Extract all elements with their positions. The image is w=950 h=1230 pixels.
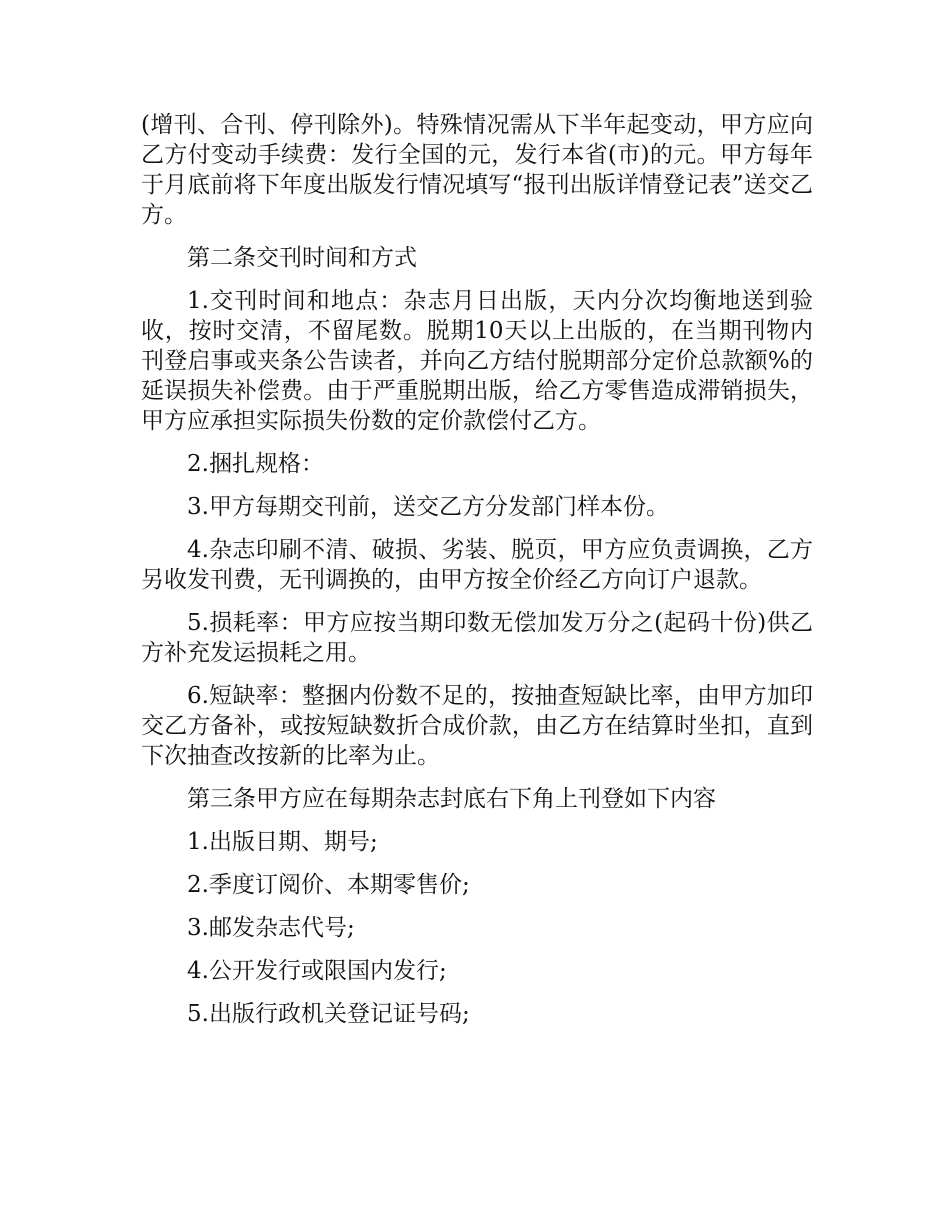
- paragraph-continuation: (增刊、合刊、停刊除外)。特殊情况需从下半年起变动，甲方应向乙方付变动手续费：发行全国的元，发行本省(市)的元。甲方每年于月底前将下年度出版发行情况填写“报刊出版详情登记表”送交乙方。: [141, 112, 813, 228]
- clause-2-2: 2.捆扎规格：: [187, 451, 324, 477]
- clause-3-1: 1.出版日期、期号;: [187, 829, 378, 855]
- clause-3-2: 2.季度订阅价、本期零售价;: [187, 872, 470, 898]
- clause-2-5: 5.损耗率：甲方应按当期印数无偿加发万分之(起码十份)供乙方补充发运损耗之用。: [141, 610, 813, 666]
- clause-2-4: 4.杂志印刷不清、破损、劣装、脱页，甲方应负责调换，乙方另收发刊费，无刊调换的，由甲方按全价经乙方向订户退款。: [141, 537, 813, 593]
- clause-2-1: 1.交刊时间和地点：杂志月日出版，天内分次均衡地送到验收，按时交清，不留尾数。脱期10天以上出版的，在当期刊物内刊登启事或夹条公告读者，并向乙方结付脱期部分定价总款额%的延误损失补偿费。由于严重脱期出版，给乙方零售造成滞销损失，甲方应承担实际损失份数的定价款偿付乙方。: [141, 288, 813, 434]
- article-3-heading: 第三条甲方应在每期杂志封底右下角上刊登如下内容: [187, 786, 716, 812]
- document-body: [141, 110, 813, 1042]
- clause-3-4: 4.公开发行或限国内发行;: [187, 958, 447, 984]
- clause-2-3: 3.甲方每期交刊前，送交乙方分发部门样本份。: [187, 494, 669, 520]
- clause-3-5: 5.出版行政机关登记证号码;: [187, 1001, 470, 1027]
- article-2-heading: 第二条交刊时间和方式: [187, 245, 417, 271]
- clause-2-6: 6.短缺率：整捆内份数不足的，按抽查短缺比率，由甲方加印交乙方备补，或按短缺数折合成价款，由乙方在结算时坐扣，直到下次抽查改按新的比率为止。: [141, 683, 813, 769]
- clause-3-3: 3.邮发杂志代号;: [187, 915, 355, 941]
